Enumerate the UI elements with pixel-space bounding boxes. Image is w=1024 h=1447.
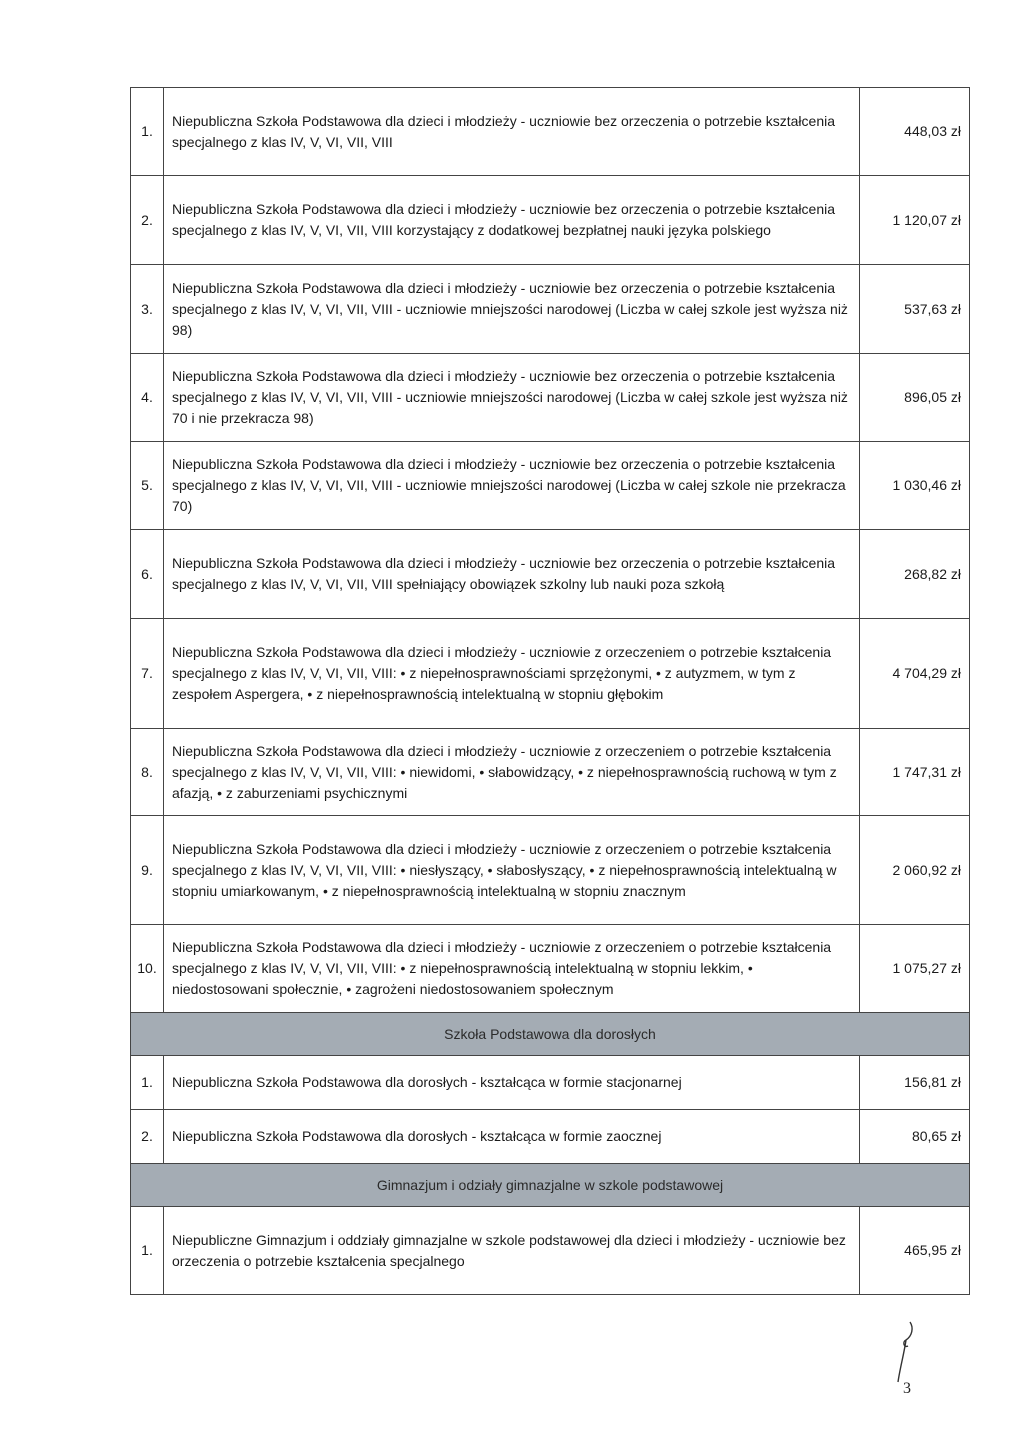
section-header-adults xyxy=(131,1013,970,1056)
row-amount: 1 747,31 zł xyxy=(860,729,970,816)
row-amount: 4 704,29 zł xyxy=(860,619,970,729)
table-row xyxy=(131,925,970,1013)
fee-table xyxy=(130,87,970,1295)
row-number: 1. xyxy=(131,88,164,176)
row-description: Niepubliczna Szkoła Podstawowa dla dzieci i młodzieży - uczniowie bez orzeczenia o potrzebie kształcenia specjalnego z klas IV, V, VI, VII, VIII korzystający z dodatkowej bezpłatnej nauki języka polskiego xyxy=(164,176,860,265)
row-description: Niepubliczna Szkoła Podstawowa dla dzieci i młodzieży - uczniowie bez orzeczenia o potrzebie kształcenia specjalnego z klas IV, V, VI, VII, VIII - uczniowie mniejszości narodowej (Liczba w całej szkole jest wyższa niż 98) xyxy=(164,265,860,354)
row-amount: 896,05 zł xyxy=(860,354,970,442)
row-number: 7. xyxy=(131,619,164,729)
row-amount: 1 075,27 zł xyxy=(860,925,970,1013)
table-row xyxy=(131,619,970,729)
section-title: Gimnazjum i odziały gimnazjalne w szkole podstawowej xyxy=(131,1164,970,1207)
row-description: Niepubliczna Szkoła Podstawowa dla dzieci i młodzieży - uczniowie bez orzeczenia o potrzebie kształcenia specjalnego z klas IV, V, VI, VII, VIII xyxy=(164,88,860,176)
row-description: Niepubliczne Gimnazjum i oddziały gimnazjalne w szkole podstawowej dla dzieci i młodzieży - uczniowie bez orzeczenia o potrzebie kształcenia specjalnego xyxy=(164,1207,860,1295)
table-row xyxy=(131,265,970,354)
row-description: Niepubliczna Szkoła Podstawowa dla dzieci i młodzieży - uczniowie z orzeczeniem o potrzebie kształcenia specjalnego z klas IV, V, VI, VII, VIII: • niewidomi, • słabowidzący, • z niepełnosprawnością ruchową w tym z afazją, • z zaburzeniami psychicznymi xyxy=(164,729,860,816)
row-amount: 537,63 zł xyxy=(860,265,970,354)
page-number: 3 xyxy=(903,1380,911,1397)
row-description: Niepubliczna Szkoła Podstawowa dla dzieci i młodzieży - uczniowie bez orzeczenia o potrzebie kształcenia specjalnego z klas IV, V, VI, VII, VIII - uczniowie mniejszości narodowej (Liczba w całej szkole jest wyższa niż 70 i nie przekracza 98) xyxy=(164,354,860,442)
row-description: Niepubliczna Szkoła Podstawowa dla dzieci i młodzieży - uczniowie z orzeczeniem o potrzebie kształcenia specjalnego z klas IV, V, VI, VII, VIII: • z niepełnosprawnością intelektualną w stopniu lekkim, • niedostosowani społecznie, • zagrożeni niedostosowaniem społecznym xyxy=(164,925,860,1013)
table-row xyxy=(131,1056,970,1110)
row-description: Niepubliczna Szkoła Podstawowa dla dzieci i młodzieży - uczniowie bez orzeczenia o potrzebie kształcenia specjalnego z klas IV, V, VI, VII, VIII spełniający obowiązek szkolny lub nauki poza szkołą xyxy=(164,530,860,619)
table-row xyxy=(131,442,970,530)
table-row xyxy=(131,530,970,619)
section-title: Szkoła Podstawowa dla dorosłych xyxy=(131,1013,970,1056)
row-number: 3. xyxy=(131,265,164,354)
row-amount: 1 120,07 zł xyxy=(860,176,970,265)
row-description: Niepubliczna Szkoła Podstawowa dla dzieci i młodzieży - uczniowie z orzeczeniem o potrzebie kształcenia specjalnego z klas IV, V, VI, VII, VIII: • z niepełnosprawnościami sprzężonymi, • z autyzmem, w tym z zespołem Aspergera, • z niepełnosprawnością intelektualną w stopniu głębokim xyxy=(164,619,860,729)
row-amount: 448,03 zł xyxy=(860,88,970,176)
row-description: Niepubliczna Szkoła Podstawowa dla dzieci i młodzieży - uczniowie bez orzeczenia o potrzebie kształcenia specjalnego z klas IV, V, VI, VII, VIII - uczniowie mniejszości narodowej (Liczba w całej szkole nie przekracza 70) xyxy=(164,442,860,530)
row-amount: 268,82 zł xyxy=(860,530,970,619)
row-number: 2. xyxy=(131,176,164,265)
table-row xyxy=(131,1110,970,1164)
row-number: 6. xyxy=(131,530,164,619)
row-number: 2. xyxy=(131,1110,164,1164)
row-amount: 1 030,46 zł xyxy=(860,442,970,530)
row-number: 10. xyxy=(131,925,164,1013)
row-amount: 465,95 zł xyxy=(860,1207,970,1295)
table-row xyxy=(131,1207,970,1295)
row-description: Niepubliczna Szkoła Podstawowa dla dorosłych - kształcąca w formie stacjonarnej xyxy=(164,1056,860,1110)
table-row xyxy=(131,816,970,925)
section-header-gimnazjum xyxy=(131,1164,970,1207)
table-row xyxy=(131,88,970,176)
row-amount: 156,81 zł xyxy=(860,1056,970,1110)
row-number: 4. xyxy=(131,354,164,442)
table-row xyxy=(131,729,970,816)
row-number: 1. xyxy=(131,1207,164,1295)
row-number: 1. xyxy=(131,1056,164,1110)
row-number: 5. xyxy=(131,442,164,530)
table-row xyxy=(131,354,970,442)
row-description: Niepubliczna Szkoła Podstawowa dla dorosłych - kształcąca w formie zaocznej xyxy=(164,1110,860,1164)
table-row xyxy=(131,176,970,265)
row-description: Niepubliczna Szkoła Podstawowa dla dzieci i młodzieży - uczniowie z orzeczeniem o potrzebie kształcenia specjalnego z klas IV, V, VI, VII, VIII: • niesłyszący, • słabosłyszący, • z niepełnosprawnością intelektualną w stopniu umiarkowanym, • z niepełnosprawnością intelektualną w stopniu znacznym xyxy=(164,816,860,925)
signature-mark xyxy=(888,1318,928,1388)
row-amount: 2 060,92 zł xyxy=(860,816,970,925)
row-amount: 80,65 zł xyxy=(860,1110,970,1164)
row-number: 8. xyxy=(131,729,164,816)
row-number: 9. xyxy=(131,816,164,925)
